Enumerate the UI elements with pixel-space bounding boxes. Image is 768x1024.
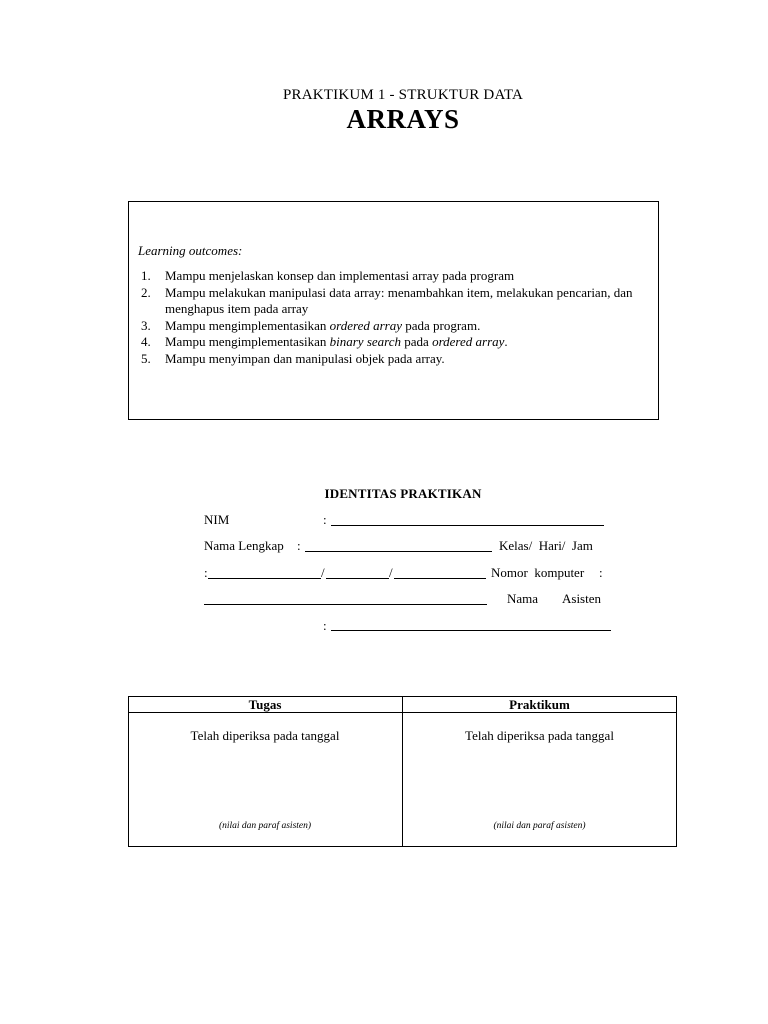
- learning-outcome-number: 4.: [141, 334, 151, 350]
- document-subtitle: PRAKTIKUM 1 - STRUKTUR DATA: [282, 87, 524, 103]
- tugas-signature-note: (nilai dan paraf asisten): [218, 821, 312, 831]
- learning-outcome-item: [141, 285, 641, 318]
- text-fragment: pada program.: [401, 317, 481, 333]
- italic-term: ordered array: [432, 334, 505, 350]
- learning-outcome-number: 3.: [141, 317, 151, 333]
- praktikum-signature-note: (nilai dan paraf asisten): [493, 821, 586, 831]
- identity-heading: IDENTITAS PRAKTIKAN: [324, 486, 482, 501]
- asisten-field-line[interactable]: [331, 630, 611, 631]
- learning-outcome-text: [165, 268, 641, 285]
- text-fragment: pada: [401, 334, 433, 350]
- learning-outcome-text: [165, 351, 641, 368]
- italic-term: ordered array: [329, 317, 402, 333]
- italic-term: binary search: [329, 334, 402, 350]
- nomor-komputer-colon: :: [599, 565, 603, 580]
- learning-outcome-item: [141, 351, 641, 368]
- learning-outcome-item: [141, 334, 641, 351]
- learning-outcome-text: [165, 318, 641, 335]
- hari-field-line[interactable]: [326, 578, 389, 579]
- document-title: ARRAYS: [346, 104, 460, 134]
- nama-field-line[interactable]: [305, 551, 492, 552]
- praktikum-check-text: Telah diperiksa pada tanggal: [465, 728, 614, 743]
- jam-field-line[interactable]: [394, 578, 486, 579]
- learning-outcome-number: 1.: [141, 268, 151, 283]
- asisten-colon: :: [323, 618, 327, 633]
- table-header-tugas: Tugas: [248, 697, 282, 712]
- nomor-komputer-label: Nomor komputer: [491, 565, 585, 580]
- table-header-praktikum: Praktikum: [509, 697, 570, 712]
- tugas-check-text: Telah diperiksa pada tanggal: [190, 728, 340, 743]
- learning-outcome-text: [165, 285, 641, 318]
- learning-outcome-number: 5.: [141, 350, 151, 366]
- nomor-komputer-field-line[interactable]: [204, 604, 487, 605]
- slash-2: /: [389, 565, 393, 580]
- learning-outcomes-heading: Learning outcomes:: [138, 243, 243, 258]
- asisten-label-asisten: Asisten: [562, 591, 601, 606]
- text-fragment: Mampu melakukan manipulasi data array: menambahkan item, melakukan pencarian, dan menghapus item pada array: [165, 284, 633, 317]
- text-fragment: Mampu menyimpan dan manipulasi objek pada array.: [165, 350, 445, 366]
- nama-colon: :: [297, 538, 301, 553]
- learning-outcomes-list: [141, 268, 641, 368]
- kelas-colon: :: [204, 565, 208, 580]
- nama-label: Nama Lengkap: [204, 538, 284, 553]
- nim-field-line[interactable]: [331, 525, 604, 526]
- nim-label: NIM: [204, 512, 230, 527]
- learning-outcome-item: [141, 268, 641, 285]
- asisten-label-nama: Nama: [507, 591, 539, 606]
- learning-outcome-number: 2.: [141, 284, 151, 300]
- kelas-field-line[interactable]: [208, 578, 321, 579]
- text-fragment: Mampu mengimplementasikan: [165, 334, 330, 350]
- kelas-label: Kelas/ Hari/ Jam: [499, 538, 593, 553]
- learning-outcome-item: [141, 318, 641, 335]
- text-fragment: .: [504, 334, 508, 350]
- nim-colon: :: [323, 512, 327, 527]
- text-fragment: Mampu mengimplementasikan: [165, 317, 330, 333]
- learning-outcome-text: [165, 334, 641, 351]
- slash-1: /: [321, 565, 325, 580]
- text-fragment: Mampu menjelaskan konsep dan implementasi array pada program: [165, 268, 515, 283]
